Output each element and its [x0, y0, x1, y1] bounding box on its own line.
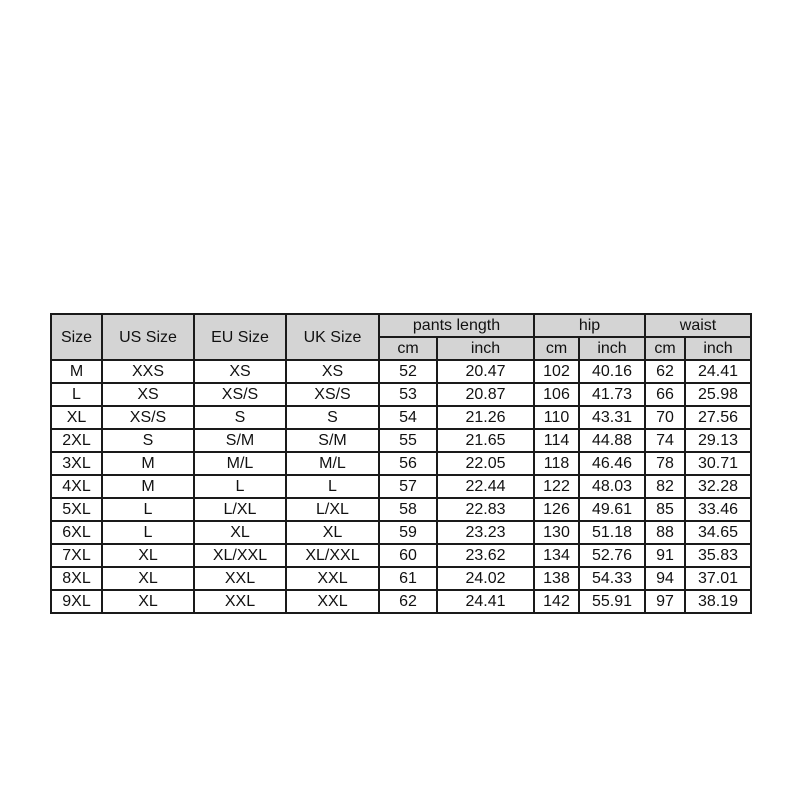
cell-pants-cm: 61 [379, 567, 437, 590]
cell-hip-cm: 102 [534, 360, 579, 383]
cell-waist-cm: 74 [645, 429, 685, 452]
table-row [51, 567, 751, 590]
cell-waist-inch: 24.41 [685, 360, 751, 383]
table-row [51, 475, 751, 498]
cell-hip-cm: 114 [534, 429, 579, 452]
cell-hip-cm: 110 [534, 406, 579, 429]
cell-us-size: S [102, 429, 194, 452]
cell-us-size: L [102, 498, 194, 521]
header-hip: hip [534, 314, 645, 337]
cell-hip-inch: 49.61 [579, 498, 645, 521]
cell-size: 3XL [51, 452, 102, 475]
table-body [51, 360, 751, 613]
header-pants-cm: cm [379, 337, 437, 360]
size-chart-table [50, 313, 752, 614]
cell-eu-size: XS/S [194, 383, 286, 406]
cell-us-size: XL [102, 544, 194, 567]
cell-size: 5XL [51, 498, 102, 521]
header-waist: waist [645, 314, 751, 337]
cell-hip-inch: 44.88 [579, 429, 645, 452]
cell-uk-size: M/L [286, 452, 379, 475]
cell-waist-cm: 62 [645, 360, 685, 383]
cell-size: 8XL [51, 567, 102, 590]
cell-waist-inch: 27.56 [685, 406, 751, 429]
cell-pants-cm: 53 [379, 383, 437, 406]
cell-pants-inch: 21.65 [437, 429, 534, 452]
cell-pants-cm: 62 [379, 590, 437, 613]
cell-eu-size: XL/XXL [194, 544, 286, 567]
header-row [51, 314, 751, 337]
header-us-size: US Size [102, 314, 194, 360]
cell-pants-inch: 20.47 [437, 360, 534, 383]
cell-hip-inch: 43.31 [579, 406, 645, 429]
cell-hip-cm: 106 [534, 383, 579, 406]
header-eu-size: EU Size [194, 314, 286, 360]
cell-uk-size: XXL [286, 567, 379, 590]
cell-size: M [51, 360, 102, 383]
header-size: Size [51, 314, 102, 360]
cell-pants-cm: 56 [379, 452, 437, 475]
cell-hip-inch: 48.03 [579, 475, 645, 498]
table-header [51, 314, 751, 360]
cell-pants-cm: 54 [379, 406, 437, 429]
cell-waist-inch: 29.13 [685, 429, 751, 452]
table-row [51, 452, 751, 475]
cell-pants-inch: 23.62 [437, 544, 534, 567]
cell-pants-inch: 21.26 [437, 406, 534, 429]
cell-us-size: XXS [102, 360, 194, 383]
cell-waist-cm: 97 [645, 590, 685, 613]
cell-hip-inch: 46.46 [579, 452, 645, 475]
cell-size: 9XL [51, 590, 102, 613]
cell-waist-inch: 25.98 [685, 383, 751, 406]
cell-waist-cm: 78 [645, 452, 685, 475]
table-row [51, 406, 751, 429]
cell-waist-cm: 85 [645, 498, 685, 521]
table-row [51, 360, 751, 383]
header-waist-cm: cm [645, 337, 685, 360]
cell-eu-size: M/L [194, 452, 286, 475]
cell-size: 7XL [51, 544, 102, 567]
cell-uk-size: L [286, 475, 379, 498]
cell-hip-cm: 118 [534, 452, 579, 475]
header-pants-length: pants length [379, 314, 534, 337]
cell-hip-cm: 134 [534, 544, 579, 567]
cell-hip-cm: 130 [534, 521, 579, 544]
cell-size: L [51, 383, 102, 406]
cell-hip-cm: 122 [534, 475, 579, 498]
cell-waist-inch: 35.83 [685, 544, 751, 567]
cell-us-size: XS [102, 383, 194, 406]
cell-uk-size: L/XL [286, 498, 379, 521]
cell-waist-inch: 33.46 [685, 498, 751, 521]
table-row [51, 498, 751, 521]
cell-eu-size: XXL [194, 567, 286, 590]
header-pants-inch: inch [437, 337, 534, 360]
cell-eu-size: XS [194, 360, 286, 383]
cell-waist-cm: 88 [645, 521, 685, 544]
cell-size: 6XL [51, 521, 102, 544]
cell-hip-inch: 54.33 [579, 567, 645, 590]
cell-uk-size: S/M [286, 429, 379, 452]
cell-pants-cm: 55 [379, 429, 437, 452]
cell-waist-inch: 37.01 [685, 567, 751, 590]
cell-pants-cm: 57 [379, 475, 437, 498]
header-uk-size: UK Size [286, 314, 379, 360]
cell-us-size: XL [102, 590, 194, 613]
cell-us-size: XL [102, 567, 194, 590]
cell-eu-size: S [194, 406, 286, 429]
cell-waist-cm: 94 [645, 567, 685, 590]
cell-waist-inch: 34.65 [685, 521, 751, 544]
cell-waist-cm: 82 [645, 475, 685, 498]
cell-pants-inch: 22.05 [437, 452, 534, 475]
cell-pants-cm: 59 [379, 521, 437, 544]
cell-hip-inch: 41.73 [579, 383, 645, 406]
cell-waist-inch: 30.71 [685, 452, 751, 475]
cell-pants-cm: 60 [379, 544, 437, 567]
table-row [51, 429, 751, 452]
cell-eu-size: XL [194, 521, 286, 544]
cell-size: 4XL [51, 475, 102, 498]
cell-hip-cm: 138 [534, 567, 579, 590]
cell-uk-size: XL [286, 521, 379, 544]
cell-hip-inch: 51.18 [579, 521, 645, 544]
cell-pants-inch: 24.41 [437, 590, 534, 613]
table-row [51, 383, 751, 406]
cell-uk-size: XL/XXL [286, 544, 379, 567]
cell-waist-inch: 32.28 [685, 475, 751, 498]
header-waist-inch: inch [685, 337, 751, 360]
cell-eu-size: S/M [194, 429, 286, 452]
cell-pants-cm: 58 [379, 498, 437, 521]
cell-pants-inch: 20.87 [437, 383, 534, 406]
cell-uk-size: S [286, 406, 379, 429]
cell-hip-inch: 40.16 [579, 360, 645, 383]
cell-size: XL [51, 406, 102, 429]
cell-hip-inch: 52.76 [579, 544, 645, 567]
cell-pants-cm: 52 [379, 360, 437, 383]
cell-uk-size: XS [286, 360, 379, 383]
header-hip-cm: cm [534, 337, 579, 360]
cell-eu-size: L [194, 475, 286, 498]
table-row [51, 544, 751, 567]
table-row [51, 521, 751, 544]
cell-uk-size: XXL [286, 590, 379, 613]
cell-pants-inch: 23.23 [437, 521, 534, 544]
cell-us-size: XS/S [102, 406, 194, 429]
cell-eu-size: XXL [194, 590, 286, 613]
cell-hip-cm: 142 [534, 590, 579, 613]
header-hip-inch: inch [579, 337, 645, 360]
cell-eu-size: L/XL [194, 498, 286, 521]
cell-us-size: L [102, 521, 194, 544]
cell-waist-inch: 38.19 [685, 590, 751, 613]
cell-waist-cm: 91 [645, 544, 685, 567]
cell-uk-size: XS/S [286, 383, 379, 406]
cell-us-size: M [102, 475, 194, 498]
cell-hip-cm: 126 [534, 498, 579, 521]
table-row [51, 590, 751, 613]
cell-waist-cm: 70 [645, 406, 685, 429]
cell-hip-inch: 55.91 [579, 590, 645, 613]
cell-pants-inch: 22.44 [437, 475, 534, 498]
cell-pants-inch: 22.83 [437, 498, 534, 521]
cell-waist-cm: 66 [645, 383, 685, 406]
cell-us-size: M [102, 452, 194, 475]
cell-pants-inch: 24.02 [437, 567, 534, 590]
cell-size: 2XL [51, 429, 102, 452]
